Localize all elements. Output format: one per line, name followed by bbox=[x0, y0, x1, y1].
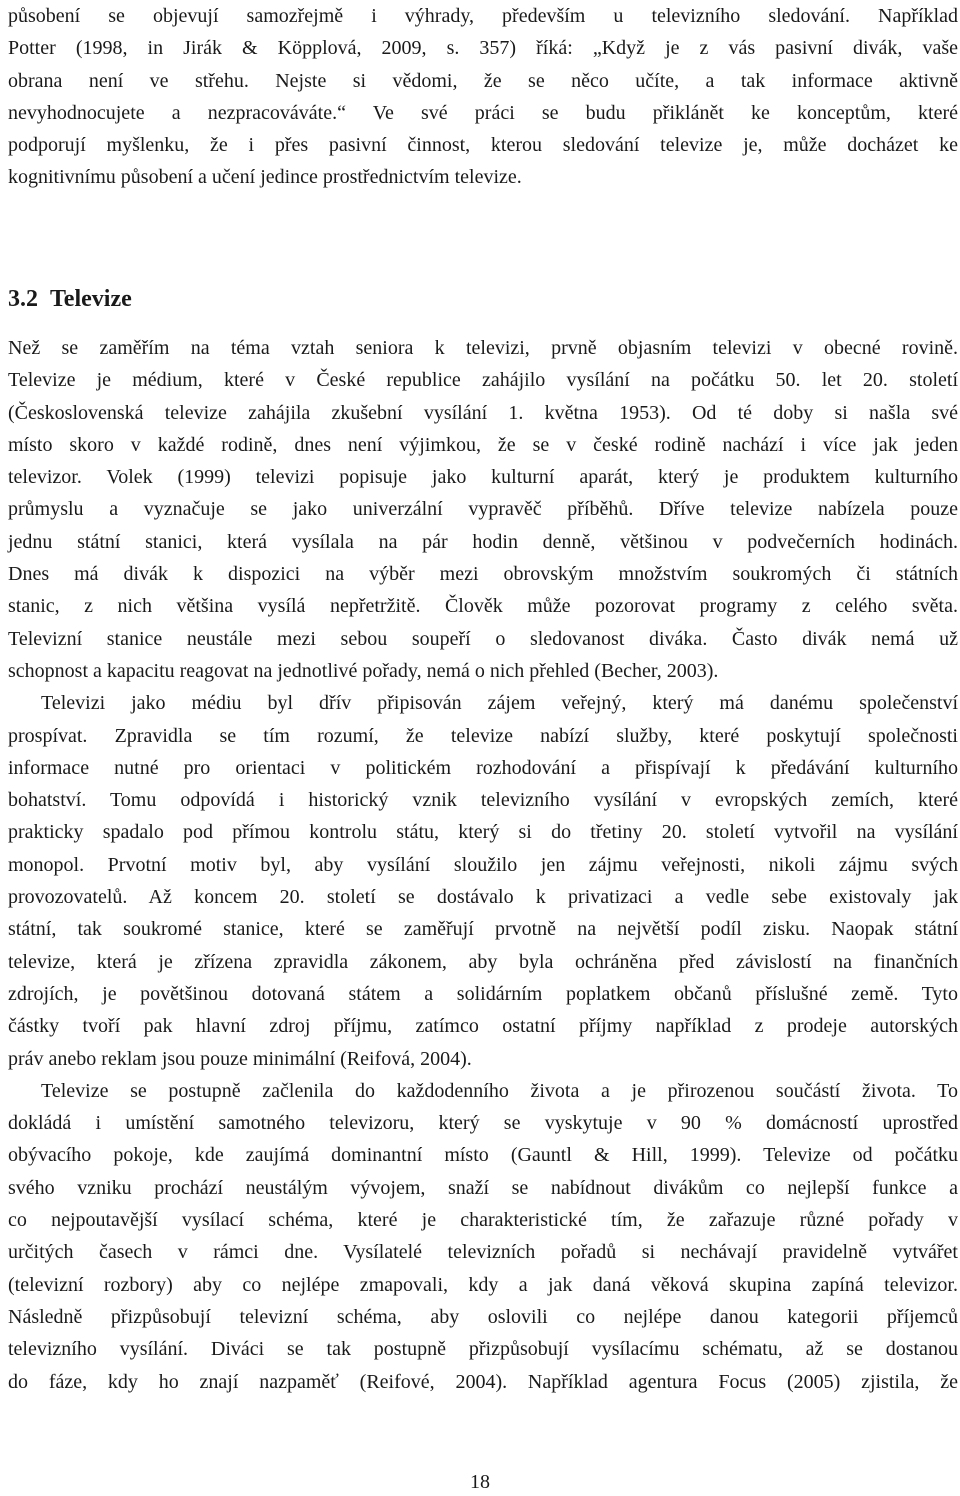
section-heading bbox=[8, 282, 132, 316]
text-line: provozovatelů. Až koncem 20. století se dostávalo k privatizaci a vedle sebe existovaly jak bbox=[8, 886, 958, 909]
text-line: Než se zaměřím na téma vztah seniora k televizi, prvně objasním televizi v obecné rovině. bbox=[8, 337, 958, 359]
text-line: informace nutné pro orientaci v politickém rozhodování a přispívají k předávání kulturního bbox=[8, 756, 958, 779]
text-line: podporují myšlenku, že i přes pasivní činnost, kterou sledování televize je, může docházet ke bbox=[8, 134, 958, 157]
text-line: Potter (1998, in Jirák & Köpplová, 2009, s. 357) říká: „Když je z vás pasivní divák, vaše bbox=[8, 37, 958, 60]
text-line: částky tvoří pak hlavní zdroj příjmu, zatímco ostatní příjmy například z prodeje autorských bbox=[8, 1015, 958, 1038]
intro-paragraph bbox=[8, 0, 958, 194]
page-number: 18 bbox=[470, 1471, 490, 1493]
text-line: (Československá televize zahájila zkušební vysílání 1. května 1953). Od té doby si našla své bbox=[8, 401, 958, 424]
text-line: Televizi jako médiu byl dřív připisován zájem veřejný, který má danému společenství bbox=[41, 692, 958, 715]
paragraph-daily-life bbox=[8, 1075, 958, 1398]
section-number: 3.2 bbox=[8, 286, 38, 312]
section-title: Televize bbox=[50, 286, 132, 312]
text-line: obrana není ve střehu. Nejste si vědomi, že se něco učíte, a tak informace aktivně bbox=[8, 69, 958, 92]
text-line: televizor. Volek (1999) televizi popisuje jako kulturní aparát, který je produktem kulturního bbox=[8, 466, 958, 489]
paragraph-public-interest bbox=[8, 687, 958, 1075]
text-line: obývacího pokoje, kde zaujímá dominantní místo (Gauntl & Hill, 1999). Televize od počátku bbox=[8, 1144, 958, 1167]
text-line: nevyhodnocujete a nezpracováváte.“ Ve své práci se budu přiklánět ke konceptům, které bbox=[8, 101, 958, 124]
text-line: svého vzniku prochází neustálým vývojem, snaží se nabídnout divákům co nejlepší funkce a bbox=[8, 1176, 958, 1199]
text-line: dokládá i umístění samotného televizoru, který se vyskytuje v 90 % domácností uprostřed bbox=[8, 1112, 958, 1135]
text-line: stanic, z nich většina vysílá nepřetržitě. Člověk může pozorovat programy z celého světa. bbox=[8, 595, 958, 618]
text-line: bohatství. Tomu odpovídá i historický vznik televizního vysílání v evropských zemích, které bbox=[8, 789, 958, 812]
text-line: určitých časech v rámci dne. Vysílatelé televizních pořadů si nechávají pravidelně vytvářet bbox=[8, 1241, 958, 1264]
text-line: Televize je médium, které v České republice zahájilo vysílání na počátku 50. let 20. století bbox=[8, 369, 958, 392]
text-line: Televizní stanice neustále mezi sebou soupeří o sledovanost diváka. Často divák nemá už bbox=[8, 627, 958, 650]
text-line: státní, tak soukromé stanice, které se zaměřují prvotně na největší podíl zisku. Naopak státní bbox=[8, 918, 958, 941]
paragraph-tv-overview bbox=[8, 332, 958, 687]
section-body bbox=[8, 332, 958, 1398]
text-line: televize, která je zřízena zpravidla zákonem, aby byla ochráněna před závislostí na finančních bbox=[8, 950, 958, 973]
text-line: schopnost a kapacitu reagovat na jednotlivé pořady, nemá o nich přehled (Becher, 2003). bbox=[8, 659, 719, 682]
text-line: práv anebo reklam jsou pouze minimální (Reifová, 2004). bbox=[8, 1047, 472, 1070]
text-line: (televizní rozbory) aby co nejlépe zmapovali, kdy a jak daná věková skupina zapíná televizor. bbox=[8, 1273, 958, 1296]
text-line: jednu státní stanici, která vysílala na pár hodin denně, většinou v podvečerních hodinách. bbox=[8, 530, 958, 553]
text-line: místo skoro v každé rodině, dnes není výjimkou, že se v české rodině nachází i více jak jeden bbox=[8, 433, 958, 456]
text-line: průmyslu a vyznačuje se jako univerzální vypravěč příběhů. Dříve televize nabízela pouze bbox=[8, 498, 958, 521]
text-line: Následně přizpůsobují televizní schéma, aby oslovili co nejlépe danou kategorii příjemců bbox=[8, 1305, 958, 1328]
text-line: Dnes má divák k dispozici na výběr mezi obrovským množstvím soukromých či státních bbox=[8, 563, 958, 586]
text-line: televizního vysílání. Diváci se tak postupně přizpůsobují vysílacímu schématu, až se dostanou bbox=[8, 1338, 958, 1361]
text-line: zdrojích, je povětšinou dotovaná státem a solidárním poplatkem občanů příslušné země. Tyto bbox=[8, 982, 958, 1005]
text-line: prakticky spadalo pod přímou kontrolu státu, který si do třetiny 20. století vytvořil na vysílání bbox=[8, 821, 958, 844]
text-line: monopol. Prvotní motiv byl, aby vysílání sloužilo jen zájmu veřejnosti, nikoli zájmu svých bbox=[8, 853, 958, 876]
text-line: kognitivnímu působení a učení jedince prostřednictvím televize. bbox=[8, 166, 522, 189]
text-line: působení se objevují samozřejmě i výhrady, především u televizního sledování. Například bbox=[8, 5, 958, 27]
text-line: Televize se postupně začlenila do každodenního života a je přirozenou součástí života. To bbox=[41, 1079, 958, 1102]
text-line: do fáze, kdy ho znají nazpaměť (Reifové, 2004). Například agentura Focus (2005) zjistila, že bbox=[8, 1370, 958, 1393]
text-line: prospívat. Zpravidla se tím rozumí, že televize nabízí služby, které poskytují společnosti bbox=[8, 724, 958, 747]
text-line: co nejpoutavější vysílací schéma, které je charakteristické tím, že zařazuje různé pořady v bbox=[8, 1209, 958, 1232]
